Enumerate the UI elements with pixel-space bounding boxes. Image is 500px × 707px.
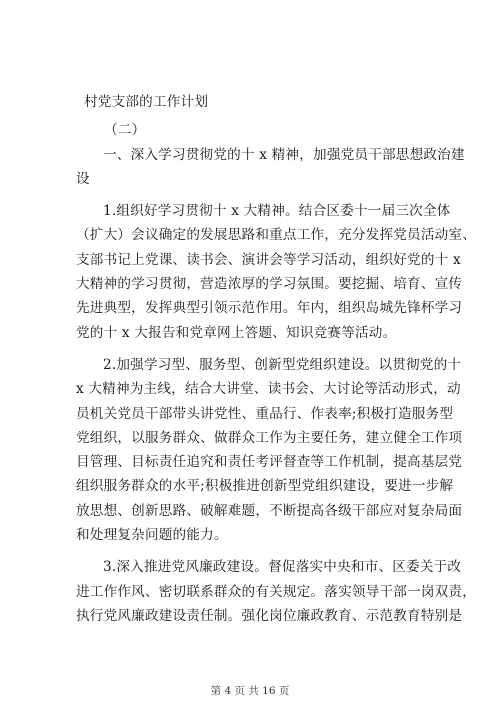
paragraph-line: 放思想、创新思路、破解难题，不断提高各级干部应对复杂局面: [76, 502, 463, 519]
paragraph-2: [76, 353, 463, 547]
document-title: 村党支部的工作计划: [84, 94, 209, 110]
paragraph-line: 组织服务群众的水平;积极推进创新型党组织建设，要进一步解: [76, 478, 454, 495]
section-heading-line: 一、深入学习贯彻党的十 x 精神，加强党员干部思想政治建: [103, 146, 465, 163]
section-heading-line: 设: [76, 170, 90, 187]
paragraph-line: x 大精神为主线，结合大讲堂、读书会、大讨论等活动形式，动: [76, 381, 461, 398]
document-body: [76, 90, 477, 628]
paragraph-line: 党的十 x 大报告和党章网上答题、知识竞赛等活动。: [76, 324, 397, 341]
paragraph-1: [76, 199, 477, 345]
paragraph-line: 支部书记上党课、读书会、演讲会等学习活动，组织好党的十 x: [76, 251, 461, 268]
paragraph-line: 执行党风廉政建设责任制。强化岗位廉政教育、示范教育特别是: [76, 607, 463, 624]
paragraph-line: 1.组织好学习贯彻十 x 大精神。结合区委十一届三次全体: [103, 203, 451, 220]
paragraph-line: 大精神的学习贯彻，营造浓厚的学习氛围。要挖掘、培育、宣传: [76, 276, 463, 293]
paragraph-line: 先进典型，发挥典型引领示范作用。年内，组织岛城先锋杯学习: [76, 300, 463, 317]
page-footer: 第 4 页 共 16 页: [210, 685, 290, 697]
paragraph-line: 3.深入推进党风廉政建设。督促落实中央和市、区委关于改: [103, 559, 462, 576]
paragraph-line: 目管理、目标责任追究和责任考评督查等工作机制，提高基层党: [76, 454, 463, 471]
paragraph-line: 2.加强学习型、服务型、创新型党组织建设。以贯彻党的十: [103, 356, 462, 373]
paragraph-3: [76, 555, 477, 628]
section-heading: [76, 143, 465, 192]
paragraph-line: 进工作作风、密切联系群众的有关规定。落实领导干部一岗双责，: [76, 583, 477, 600]
document-subtitle: （二）: [104, 122, 146, 139]
paragraph-line: （扩大）会议确定的发展思路和重点工作，充分发挥党员活动室、: [76, 227, 477, 244]
paragraph-line: 员机关党员干部带头讲党性、重品行、作表率;积极打造服务型: [76, 405, 454, 422]
paragraph-line: 党组织，以服务群众、做群众工作为主要任务，建立健全工作项: [76, 429, 463, 446]
paragraph-line: 和处理复杂问题的能力。: [76, 527, 228, 544]
